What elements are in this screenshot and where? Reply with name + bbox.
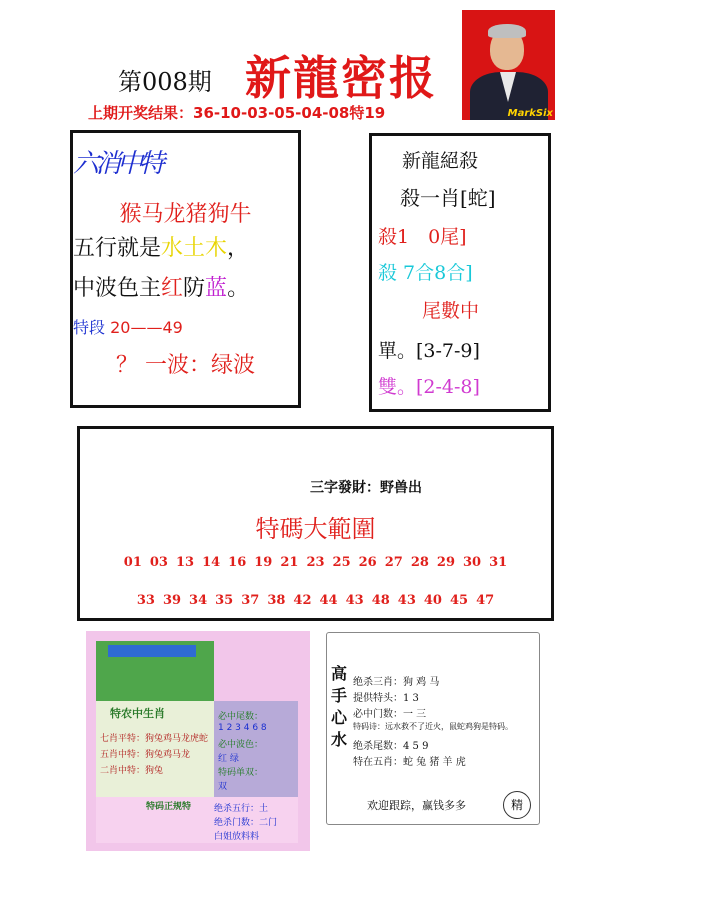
- wave-color-mid: 防: [183, 276, 206, 301]
- promo-line: 七肖平特：狗兔鸡马龙虎蛇: [100, 734, 209, 744]
- promo-right-line: 特码单双：: [218, 768, 264, 778]
- promo-right-line: 双: [218, 782, 228, 792]
- range-number: 44: [319, 593, 338, 608]
- card-stamp: 精: [503, 791, 531, 819]
- promo-banner-strip: [108, 645, 196, 657]
- wave-color-prefix: 中波色主: [73, 276, 162, 301]
- card-line: 绝杀尾数：4 5 9: [353, 741, 429, 752]
- special-range-value: 20——49: [110, 318, 183, 337]
- range-number: 26: [358, 555, 377, 570]
- range-number: 42: [293, 593, 312, 608]
- promo-right-line: 红 绿: [218, 754, 239, 764]
- range-number: 38: [267, 593, 286, 608]
- wave-color-main: 红: [161, 276, 184, 301]
- wave-color-suffix: 。: [227, 276, 250, 301]
- number-row-1: [80, 555, 551, 570]
- special-range-line: [73, 315, 298, 338]
- expert-tips-card: [326, 632, 540, 825]
- range-number: 34: [189, 593, 208, 608]
- range-number: 30: [463, 555, 482, 570]
- range-number: 03: [149, 555, 168, 570]
- range-number: 40: [423, 593, 442, 608]
- number-row-2: [80, 593, 551, 608]
- promo-lower-line: 绝杀门数：二门: [214, 818, 278, 828]
- promo-heading: 特农中生肖: [110, 707, 165, 720]
- card-line: 提供特头：1 3: [353, 693, 419, 704]
- kill-combo: 殺 7合8合]: [378, 262, 473, 284]
- range-number: 43: [397, 593, 416, 608]
- odd-tails: 單。[3-7-9]: [378, 340, 480, 362]
- six-zodiac-tag: 六消中特: [73, 149, 162, 179]
- card-welcome: 欢迎跟踪，赢钱多多: [367, 799, 466, 812]
- promo-right-line: 1 2 3 4 6 8: [218, 723, 267, 733]
- issue-number: 第008期: [118, 68, 212, 96]
- promo-line: 二肖中特：狗兔: [100, 766, 164, 776]
- wave-color-alt: 蓝: [205, 276, 228, 301]
- promo-footer-label: 特码正规特: [146, 802, 192, 812]
- special-range-label: 特段: [73, 318, 106, 337]
- range-number: 25: [332, 555, 351, 570]
- page-title: 新龍密报: [245, 51, 437, 105]
- promo-right-panel: [214, 701, 298, 797]
- kill-zodiac: 殺一肖[蛇]: [400, 186, 496, 210]
- range-number: 28: [410, 555, 429, 570]
- five-elements-suffix: ，: [227, 236, 250, 261]
- six-zodiac-list: 猴马龙猪狗牛: [119, 202, 252, 227]
- card-side-title: [331, 663, 347, 751]
- even-tails: 雙。[2-4-8]: [378, 376, 480, 398]
- portrait-image: [462, 10, 555, 120]
- card-side-char: 高: [331, 664, 348, 683]
- promo-lower-panel: [96, 797, 298, 843]
- range-number: 16: [228, 555, 247, 570]
- range-number: 19: [254, 555, 273, 570]
- range-number: 33: [136, 593, 155, 608]
- range-number: 48: [371, 593, 390, 608]
- kill-panel-title: 新龍絕殺: [402, 150, 479, 172]
- promo-right-line: 必中尾数：: [218, 712, 264, 722]
- promo-right-line: 必中波色：: [218, 740, 264, 750]
- five-elements-prefix: 五行就是: [73, 236, 162, 261]
- range-number: 23: [306, 555, 325, 570]
- range-number: 31: [489, 555, 508, 570]
- range-number: 37: [241, 593, 260, 608]
- five-elements-line: [73, 231, 298, 262]
- promo-lower-line: 白姐放料料: [214, 832, 260, 842]
- kill-tail: 殺1 0尾]: [378, 226, 467, 248]
- range-number: 43: [345, 593, 364, 608]
- card-line: 特码诗：远水救不了近火，鼠蛇鸡狗是特码。: [353, 722, 513, 731]
- range-number: 47: [476, 593, 495, 608]
- range-number: 27: [384, 555, 403, 570]
- previous-draw-result: 上期开奖结果：36-10-03-05-04-08特19: [88, 104, 386, 122]
- card-line: 必中门数：一 三: [353, 709, 427, 720]
- riddle-line: 三字發財：野兽出: [310, 480, 422, 496]
- one-wave-line: ？ 一波：绿波: [116, 353, 255, 378]
- five-elements-value: 水土木: [161, 236, 228, 261]
- kill-panel: [369, 133, 551, 412]
- card-line: 特在五肖：蛇 兔 猪 羊 虎: [353, 757, 466, 768]
- card-side-char: 心: [331, 708, 348, 727]
- range-title: 特碼大範圍: [255, 515, 376, 543]
- promo-left-panel: [96, 701, 214, 797]
- range-number: 35: [215, 593, 234, 608]
- range-number: 01: [123, 555, 142, 570]
- portrait-hair: [488, 24, 526, 38]
- card-line: 绝杀三肖：狗 鸡 马: [353, 677, 440, 688]
- card-side-char: 手: [331, 686, 348, 705]
- range-number: 29: [436, 555, 456, 570]
- promo-lower-line: 绝杀五行：土: [214, 804, 269, 814]
- tail-middle: 尾數中: [422, 300, 480, 322]
- six-zodiac-panel: [70, 130, 301, 408]
- range-number: 14: [202, 555, 221, 570]
- marksix-logo: MarkSix: [507, 108, 553, 119]
- range-number: 21: [280, 555, 299, 570]
- card-side-char: 水: [331, 730, 348, 749]
- range-number: 45: [449, 593, 469, 608]
- range-number: 39: [162, 593, 182, 608]
- promo-image: [86, 631, 310, 851]
- promo-line: 五肖中特：狗兔鸡马龙: [100, 750, 191, 760]
- range-number: 13: [175, 555, 195, 570]
- wave-color-line: [73, 271, 298, 302]
- special-range-panel: [77, 426, 554, 621]
